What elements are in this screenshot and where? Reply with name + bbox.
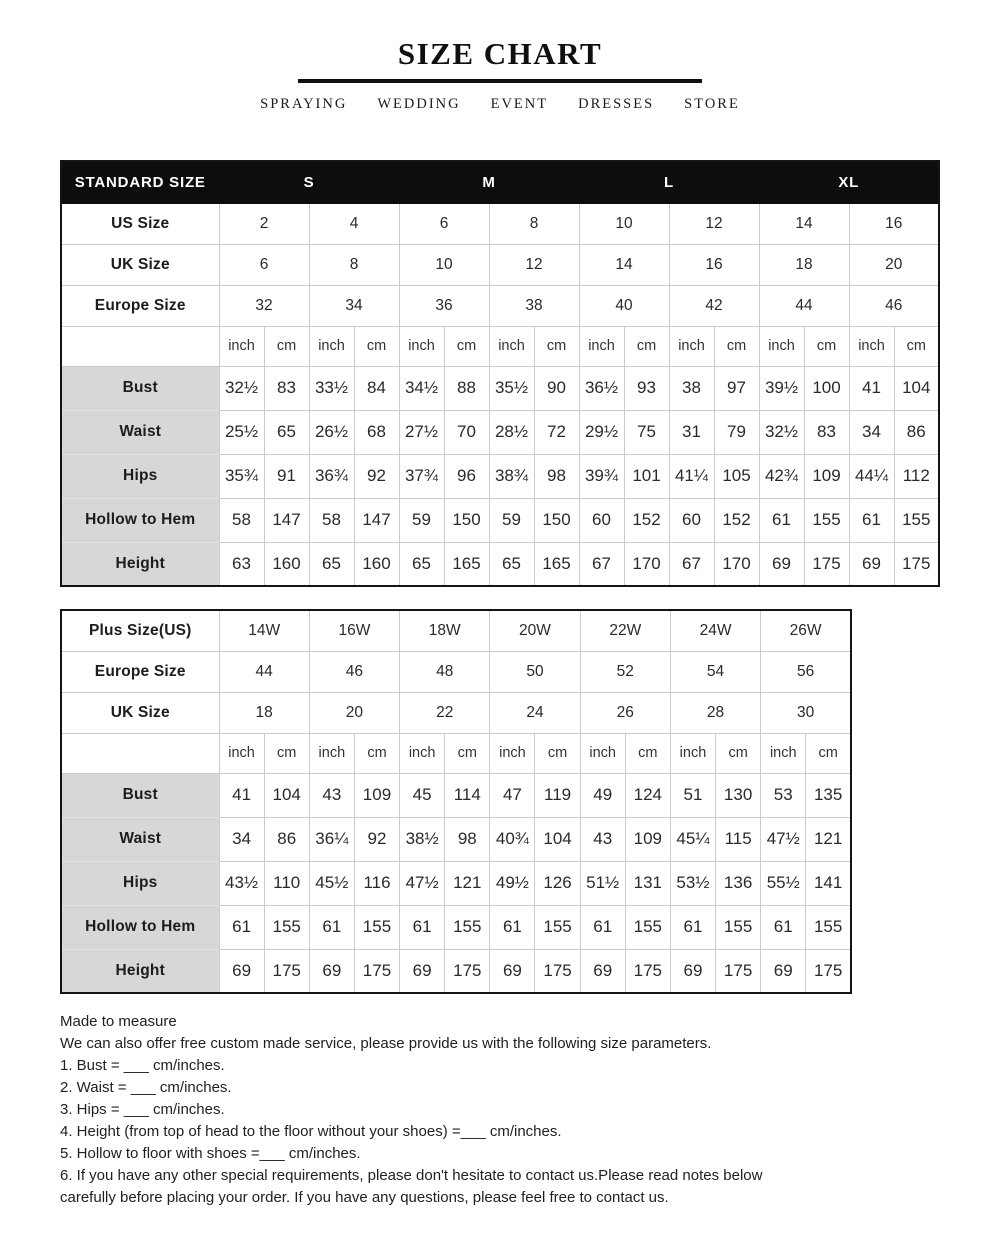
measure-value-cell: 65 — [399, 542, 444, 586]
unit-row-blank — [61, 326, 219, 366]
size-value-cell: 24 — [490, 692, 580, 733]
measure-value-cell: 42¾ — [759, 454, 804, 498]
measure-value-cell: 152 — [624, 498, 669, 542]
measure-value-cell: 65 — [309, 542, 354, 586]
measure-value-cell: 155 — [804, 498, 849, 542]
size-value-cell: 36 — [399, 285, 489, 326]
measure-value-cell: 160 — [354, 542, 399, 586]
measure-value-cell: 45 — [400, 773, 445, 817]
size-value-cell: 12 — [669, 203, 759, 244]
measure-value-cell: 44¼ — [849, 454, 894, 498]
measure-value-cell: 49 — [580, 773, 625, 817]
measure-value-cell: 69 — [759, 542, 804, 586]
measure-value-cell: 68 — [354, 410, 399, 454]
size-value-cell: 44 — [759, 285, 849, 326]
table-header-label: STANDARD SIZE — [61, 161, 219, 203]
measure-value-cell: 104 — [894, 366, 939, 410]
unit-label-inch: inch — [309, 733, 354, 773]
row-label-europe-size: Europe Size — [61, 651, 219, 692]
measure-value-cell: 119 — [535, 773, 580, 817]
size-value-cell: 54 — [670, 651, 760, 692]
unit-label-inch: inch — [669, 326, 714, 366]
measure-value-cell: 152 — [714, 498, 759, 542]
measure-value-cell: 155 — [806, 905, 851, 949]
row-label-hips: Hips — [61, 861, 219, 905]
measure-value-cell: 53 — [761, 773, 806, 817]
measure-value-cell: 98 — [534, 454, 579, 498]
measure-value-cell: 31 — [669, 410, 714, 454]
unit-label-inch: inch — [580, 733, 625, 773]
measure-value-cell: 51½ — [580, 861, 625, 905]
measure-value-cell: 58 — [219, 498, 264, 542]
measure-value-cell: 61 — [759, 498, 804, 542]
measure-value-cell: 41 — [219, 773, 264, 817]
unit-label-inch: inch — [309, 326, 354, 366]
measure-value-cell: 175 — [894, 542, 939, 586]
unit-label-inch: inch — [489, 326, 534, 366]
unit-label-inch: inch — [490, 733, 535, 773]
measure-value-cell: 116 — [354, 861, 399, 905]
menu-item-wedding: WEDDING — [377, 96, 461, 112]
size-group-m: M — [399, 161, 579, 203]
measure-value-cell: 90 — [534, 366, 579, 410]
measure-value-cell: 104 — [535, 817, 580, 861]
row-label-bust: Bust — [61, 366, 219, 410]
measure-value-cell: 39½ — [759, 366, 804, 410]
size-value-cell: 14 — [759, 203, 849, 244]
unit-label-inch: inch — [400, 733, 445, 773]
plus-size-table — [60, 609, 852, 994]
measure-value-cell: 25½ — [219, 410, 264, 454]
note-line-5: 3. Hips = ___ cm/inches. — [60, 1101, 225, 1118]
size-value-cell: 52 — [580, 651, 670, 692]
unit-label-cm: cm — [806, 733, 851, 773]
size-value-cell: 24W — [670, 610, 760, 651]
measure-value-cell: 59 — [489, 498, 534, 542]
size-value-cell: 26 — [580, 692, 670, 733]
measure-value-cell: 170 — [624, 542, 669, 586]
size-value-cell: 30 — [761, 692, 851, 733]
unit-label-cm: cm — [535, 733, 580, 773]
size-value-cell: 46 — [849, 285, 939, 326]
measure-value-cell: 41 — [849, 366, 894, 410]
note-line-1: Made to measure — [60, 1013, 177, 1030]
title-underline — [298, 79, 702, 83]
measure-value-cell: 97 — [714, 366, 759, 410]
unit-label-inch: inch — [399, 326, 444, 366]
measure-value-cell: 69 — [490, 949, 535, 993]
measure-value-cell: 61 — [490, 905, 535, 949]
unit-label-inch: inch — [761, 733, 806, 773]
size-group-xl: XL — [759, 161, 939, 203]
unit-row-blank — [61, 733, 219, 773]
measure-value-cell: 92 — [354, 817, 399, 861]
unit-label-cm: cm — [264, 733, 309, 773]
measure-value-cell: 126 — [535, 861, 580, 905]
measure-value-cell: 65 — [489, 542, 534, 586]
measure-value-cell: 49½ — [490, 861, 535, 905]
measure-value-cell: 165 — [444, 542, 489, 586]
measure-value-cell: 83 — [804, 410, 849, 454]
measure-value-cell: 69 — [670, 949, 715, 993]
measure-value-cell: 136 — [716, 861, 761, 905]
size-value-cell: 50 — [490, 651, 580, 692]
size-value-cell: 16 — [669, 244, 759, 285]
measure-value-cell: 36¾ — [309, 454, 354, 498]
size-value-cell: 48 — [400, 651, 490, 692]
unit-label-cm: cm — [804, 326, 849, 366]
measure-value-cell: 34 — [219, 817, 264, 861]
measure-value-cell: 65 — [264, 410, 309, 454]
measure-value-cell: 175 — [354, 949, 399, 993]
size-value-cell: 18 — [219, 692, 309, 733]
measure-value-cell: 59 — [399, 498, 444, 542]
row-label-europe-size: Europe Size — [61, 285, 219, 326]
measure-value-cell: 53½ — [670, 861, 715, 905]
unit-label-inch: inch — [759, 326, 804, 366]
measure-value-cell: 27½ — [399, 410, 444, 454]
measure-value-cell: 37¾ — [399, 454, 444, 498]
size-value-cell: 10 — [399, 244, 489, 285]
measure-value-cell: 35½ — [489, 366, 534, 410]
measure-value-cell: 47 — [490, 773, 535, 817]
unit-label-cm: cm — [354, 733, 399, 773]
measure-value-cell: 61 — [580, 905, 625, 949]
measure-value-cell: 83 — [264, 366, 309, 410]
measure-value-cell: 155 — [445, 905, 490, 949]
note-line-8: 6. If you have any other special requirements, please don't hesitate to contact us.Please read notes below — [60, 1167, 763, 1184]
unit-label-inch: inch — [579, 326, 624, 366]
measure-value-cell: 32½ — [219, 366, 264, 410]
measure-value-cell: 155 — [535, 905, 580, 949]
measure-value-cell: 67 — [669, 542, 714, 586]
size-value-cell: 14W — [219, 610, 309, 651]
size-value-cell: 20W — [490, 610, 580, 651]
row-label-us-size: US Size — [61, 203, 219, 244]
measure-value-cell: 28½ — [489, 410, 534, 454]
measure-value-cell: 147 — [264, 498, 309, 542]
unit-label-inch: inch — [670, 733, 715, 773]
measure-value-cell: 29½ — [579, 410, 624, 454]
notes-section — [60, 1011, 940, 1209]
measure-value-cell: 61 — [400, 905, 445, 949]
measure-value-cell: 93 — [624, 366, 669, 410]
unit-label-cm: cm — [624, 326, 669, 366]
unit-label-inch: inch — [849, 326, 894, 366]
measure-value-cell: 38 — [669, 366, 714, 410]
measure-value-cell: 34½ — [399, 366, 444, 410]
measure-value-cell: 79 — [714, 410, 759, 454]
size-value-cell: 8 — [489, 203, 579, 244]
measure-value-cell: 47½ — [761, 817, 806, 861]
measure-value-cell: 170 — [714, 542, 759, 586]
measure-value-cell: 47½ — [400, 861, 445, 905]
measure-value-cell: 109 — [804, 454, 849, 498]
menu-item-store: STORE — [684, 96, 740, 112]
measure-value-cell: 150 — [534, 498, 579, 542]
measure-value-cell: 34 — [849, 410, 894, 454]
menu-item-spraying: SPRAYING — [260, 96, 348, 112]
measure-value-cell: 121 — [445, 861, 490, 905]
measure-value-cell: 147 — [354, 498, 399, 542]
measure-value-cell: 26½ — [309, 410, 354, 454]
measure-value-cell: 100 — [804, 366, 849, 410]
measure-value-cell: 61 — [219, 905, 264, 949]
row-label-plus-size-us: Plus Size(US) — [61, 610, 219, 651]
measure-value-cell: 38½ — [400, 817, 445, 861]
measure-value-cell: 160 — [264, 542, 309, 586]
measure-value-cell: 41¼ — [669, 454, 714, 498]
unit-label-inch: inch — [219, 733, 264, 773]
measure-value-cell: 155 — [894, 498, 939, 542]
size-group-l: L — [579, 161, 759, 203]
measure-value-cell: 58 — [309, 498, 354, 542]
size-value-cell: 46 — [309, 651, 399, 692]
unit-label-cm: cm — [354, 326, 399, 366]
measure-value-cell: 61 — [849, 498, 894, 542]
measure-value-cell: 155 — [716, 905, 761, 949]
unit-label-inch: inch — [219, 326, 264, 366]
size-group-s: S — [219, 161, 399, 203]
size-value-cell: 4 — [309, 203, 399, 244]
measure-value-cell: 72 — [534, 410, 579, 454]
size-value-cell: 28 — [670, 692, 760, 733]
measure-value-cell: 45½ — [309, 861, 354, 905]
row-label-uk-size: UK Size — [61, 692, 219, 733]
size-value-cell: 16W — [309, 610, 399, 651]
measure-value-cell: 69 — [309, 949, 354, 993]
measure-value-cell: 175 — [535, 949, 580, 993]
size-value-cell: 22 — [400, 692, 490, 733]
row-label-height: Height — [61, 949, 219, 993]
unit-label-cm: cm — [894, 326, 939, 366]
measure-value-cell: 69 — [761, 949, 806, 993]
measure-value-cell: 38¾ — [489, 454, 534, 498]
measure-value-cell: 75 — [624, 410, 669, 454]
measure-value-cell: 109 — [354, 773, 399, 817]
measure-value-cell: 110 — [264, 861, 309, 905]
measure-value-cell: 109 — [625, 817, 670, 861]
note-line-2: We can also offer free custom made service, please provide us with the following size parameters. — [60, 1035, 712, 1052]
size-value-cell: 6 — [399, 203, 489, 244]
measure-value-cell: 60 — [579, 498, 624, 542]
unit-label-cm: cm — [264, 326, 309, 366]
measure-value-cell: 98 — [445, 817, 490, 861]
measure-value-cell: 32½ — [759, 410, 804, 454]
size-value-cell: 38 — [489, 285, 579, 326]
unit-label-cm: cm — [534, 326, 579, 366]
measure-value-cell: 63 — [219, 542, 264, 586]
measure-value-cell: 114 — [445, 773, 490, 817]
measure-value-cell: 61 — [761, 905, 806, 949]
measure-value-cell: 150 — [444, 498, 489, 542]
measure-value-cell: 135 — [806, 773, 851, 817]
measure-value-cell: 36½ — [579, 366, 624, 410]
measure-value-cell: 105 — [714, 454, 759, 498]
unit-label-cm: cm — [444, 326, 489, 366]
size-value-cell: 42 — [669, 285, 759, 326]
measure-value-cell: 141 — [806, 861, 851, 905]
measure-value-cell: 39¾ — [579, 454, 624, 498]
measure-value-cell: 112 — [894, 454, 939, 498]
measure-value-cell: 86 — [894, 410, 939, 454]
measure-value-cell: 124 — [625, 773, 670, 817]
measure-value-cell: 175 — [625, 949, 670, 993]
standard-size-table — [60, 160, 940, 587]
menu-item-dresses: DRESSES — [578, 96, 655, 112]
note-line-3: 1. Bust = ___ cm/inches. — [60, 1057, 225, 1074]
size-value-cell: 20 — [849, 244, 939, 285]
row-label-hollow-to-hem: Hollow to Hem — [61, 498, 219, 542]
measure-value-cell: 60 — [669, 498, 714, 542]
measure-value-cell: 33½ — [309, 366, 354, 410]
measure-value-cell: 175 — [264, 949, 309, 993]
unit-label-cm: cm — [716, 733, 761, 773]
size-value-cell: 2 — [219, 203, 309, 244]
measure-value-cell: 130 — [716, 773, 761, 817]
unit-label-cm: cm — [714, 326, 759, 366]
size-value-cell: 20 — [309, 692, 399, 733]
measure-value-cell: 35¾ — [219, 454, 264, 498]
measure-value-cell: 69 — [580, 949, 625, 993]
unit-label-cm: cm — [625, 733, 670, 773]
row-label-waist: Waist — [61, 410, 219, 454]
measure-value-cell: 101 — [624, 454, 669, 498]
size-value-cell: 16 — [849, 203, 939, 244]
measure-value-cell: 69 — [400, 949, 445, 993]
size-value-cell: 22W — [580, 610, 670, 651]
note-line-6: 4. Height (from top of head to the floor without your shoes) =___ cm/inches. — [60, 1123, 562, 1140]
row-label-hips: Hips — [61, 454, 219, 498]
measure-value-cell: 92 — [354, 454, 399, 498]
measure-value-cell: 84 — [354, 366, 399, 410]
measure-value-cell: 155 — [625, 905, 670, 949]
unit-label-cm: cm — [445, 733, 490, 773]
note-line-7: 5. Hollow to floor with shoes =___ cm/inches. — [60, 1145, 361, 1162]
measure-value-cell: 88 — [444, 366, 489, 410]
menu-item-event: EVENT — [490, 96, 549, 112]
size-value-cell: 26W — [761, 610, 851, 651]
note-line-9: carefully before placing your order. If you have any questions, please feel free to contact us. — [60, 1189, 669, 1206]
measure-value-cell: 175 — [806, 949, 851, 993]
measure-value-cell: 131 — [625, 861, 670, 905]
measure-value-cell: 175 — [716, 949, 761, 993]
measure-value-cell: 69 — [849, 542, 894, 586]
row-label-height: Height — [61, 542, 219, 586]
row-label-bust: Bust — [61, 773, 219, 817]
size-value-cell: 44 — [219, 651, 309, 692]
category-menu — [0, 96, 1000, 113]
measure-value-cell: 155 — [264, 905, 309, 949]
size-value-cell: 6 — [219, 244, 309, 285]
measure-value-cell: 61 — [309, 905, 354, 949]
size-value-cell: 10 — [579, 203, 669, 244]
size-value-cell: 32 — [219, 285, 309, 326]
size-value-cell: 12 — [489, 244, 579, 285]
measure-value-cell: 121 — [806, 817, 851, 861]
measure-value-cell: 69 — [219, 949, 264, 993]
measure-value-cell: 96 — [444, 454, 489, 498]
measure-value-cell: 45¼ — [670, 817, 715, 861]
measure-value-cell: 104 — [264, 773, 309, 817]
page-title: SIZE CHART — [397, 36, 603, 71]
size-value-cell: 56 — [761, 651, 851, 692]
measure-value-cell: 115 — [716, 817, 761, 861]
measure-value-cell: 43½ — [219, 861, 264, 905]
measure-value-cell: 91 — [264, 454, 309, 498]
measure-value-cell: 36¼ — [309, 817, 354, 861]
row-label-hollow-to-hem: Hollow to Hem — [61, 905, 219, 949]
measure-value-cell: 155 — [354, 905, 399, 949]
measure-value-cell: 175 — [445, 949, 490, 993]
size-value-cell: 18 — [759, 244, 849, 285]
row-label-waist: Waist — [61, 817, 219, 861]
measure-value-cell: 61 — [670, 905, 715, 949]
measure-value-cell: 67 — [579, 542, 624, 586]
measure-value-cell: 70 — [444, 410, 489, 454]
measure-value-cell: 51 — [670, 773, 715, 817]
note-line-4: 2. Waist = ___ cm/inches. — [60, 1079, 232, 1096]
measure-value-cell: 40¾ — [490, 817, 535, 861]
measure-value-cell: 43 — [580, 817, 625, 861]
size-value-cell: 8 — [309, 244, 399, 285]
measure-value-cell: 55½ — [761, 861, 806, 905]
measure-value-cell: 165 — [534, 542, 579, 586]
size-value-cell: 14 — [579, 244, 669, 285]
size-value-cell: 40 — [579, 285, 669, 326]
measure-value-cell: 175 — [804, 542, 849, 586]
size-value-cell: 34 — [309, 285, 399, 326]
size-value-cell: 18W — [400, 610, 490, 651]
measure-value-cell: 43 — [309, 773, 354, 817]
measure-value-cell: 86 — [264, 817, 309, 861]
row-label-uk-size: UK Size — [61, 244, 219, 285]
